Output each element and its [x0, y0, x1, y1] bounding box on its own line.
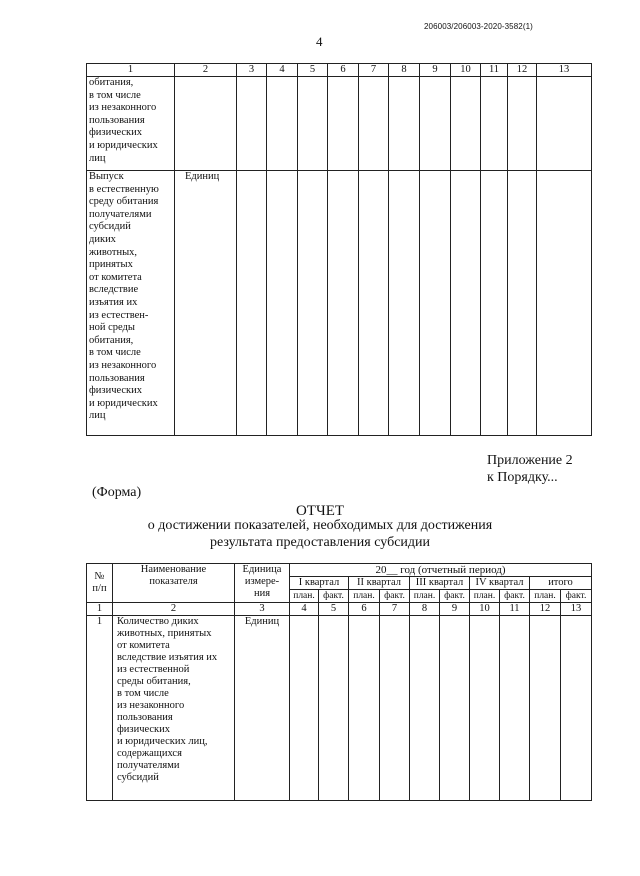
fact-header: факт. [319, 590, 349, 603]
table-row [87, 616, 592, 801]
fact-header: факт. [380, 590, 410, 603]
plan-header: план. [349, 590, 380, 603]
column-numbers-row [87, 603, 592, 616]
column-header-number: № п/п [87, 564, 113, 603]
report-subtitle: о достижении показателей, необходимых для достижения [147, 518, 493, 533]
report-title: ОТЧЕТ [295, 503, 345, 519]
column-number: 11 [481, 64, 508, 77]
column-number: 5 [298, 64, 328, 77]
column-number: 3 [237, 64, 267, 77]
table-header-row [87, 64, 592, 77]
indicator-name-cell: обитания, в том числе из незаконного пользования физических и юридических лиц [87, 77, 175, 171]
column-number: 2 [175, 64, 237, 77]
column-number: 8 [410, 603, 440, 616]
column-number: 5 [319, 603, 349, 616]
column-number: 10 [470, 603, 500, 616]
indicator-name-cell: Выпуск в естественную среду обитания получателями субсидий диких животных, принятых от комитета вследствие изъятия их из естествен- ной среды обитания, в том числе из незаконного пользования физических и юридических лиц [87, 171, 175, 436]
quarter-header: IV квартал [470, 577, 530, 590]
column-number: 3 [235, 603, 290, 616]
page-number: 4 [316, 34, 323, 49]
column-number: 1 [87, 64, 175, 77]
column-number: 7 [380, 603, 410, 616]
plan-header: план. [410, 590, 440, 603]
annex-line: к Порядку... [487, 470, 558, 485]
fact-header: факт. [500, 590, 530, 603]
fact-header: факт. [561, 590, 592, 603]
column-number: 13 [537, 64, 592, 77]
continuation-table [86, 63, 592, 436]
unit-cell [175, 77, 237, 171]
column-header-unit: Единица измере- ния [235, 564, 290, 603]
column-number: 4 [290, 603, 319, 616]
column-number: 9 [420, 64, 451, 77]
table-row [87, 77, 592, 171]
quarter-header: III квартал [410, 577, 470, 590]
total-header: итого [530, 577, 592, 590]
column-number: 11 [500, 603, 530, 616]
quarter-header: II квартал [349, 577, 410, 590]
fact-header: факт. [440, 590, 470, 603]
period-header: 20__ год (отчетный период) [290, 564, 592, 577]
column-header-name: Наименование показателя [113, 564, 235, 603]
form-label: (Форма) [92, 485, 142, 500]
column-number: 9 [440, 603, 470, 616]
plan-header: план. [470, 590, 500, 603]
column-number: 12 [530, 603, 561, 616]
table-row [87, 171, 592, 436]
column-number: 12 [508, 64, 537, 77]
indicator-name-cell: Количество диких животных, принятых от комитета вследствие изъятия их из естественной среды обитания, в том числе из незаконного пользования физических и юридических лиц, содержащихся получателями субсидий [113, 616, 235, 801]
unit-cell: Единиц [235, 616, 290, 801]
column-number: 8 [389, 64, 420, 77]
column-number: 6 [349, 603, 380, 616]
column-number: 1 [87, 603, 113, 616]
plan-header: план. [530, 590, 561, 603]
column-number: 4 [267, 64, 298, 77]
unit-cell: Единиц [175, 171, 237, 436]
quarter-header: I квартал [290, 577, 349, 590]
report-subtitle: результата предоставления субсидии [209, 535, 431, 550]
annex-line: Приложение 2 [487, 453, 573, 468]
column-number: 2 [113, 603, 235, 616]
document-id: 206003/206003-2020-3582(1) [424, 22, 533, 31]
column-number: 7 [359, 64, 389, 77]
plan-header: план. [290, 590, 319, 603]
column-number: 13 [561, 603, 592, 616]
column-number: 6 [328, 64, 359, 77]
column-number: 10 [451, 64, 481, 77]
row-number-cell: 1 [87, 616, 113, 801]
report-table [86, 563, 592, 801]
annex-reference [487, 452, 573, 486]
